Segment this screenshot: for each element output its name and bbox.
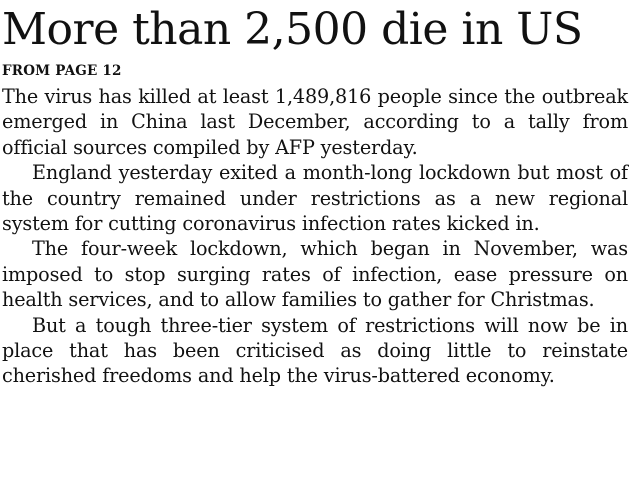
news-article xyxy=(2,0,628,389)
article-headline: More than 2,500 die in US xyxy=(2,4,583,55)
paragraph-1: The virus has killed at least 1,489,816 people since the outbreak emerged in China last December, according to a tally from official sources compiled by AFP yesterday. xyxy=(2,85,628,159)
jump-line: FROM PAGE 12 xyxy=(2,63,122,79)
paragraph-2: England yesterday exited a month-long lockdown but most of the country remained under restrictions as a new regional system for cutting coronavirus infection rates kicked in. xyxy=(2,161,628,236)
paragraph-3: The four-week lockdown, which began in November, was imposed to stop surging rates of infection, ease pressure on health services, and to allow families to gather for Christmas. xyxy=(2,237,628,312)
paragraph-4: But a tough three-tier system of restrictions will now be in place that has been criticised as doing little to reinstate cherished freedoms and help the virus-battered economy. xyxy=(2,313,628,388)
article-body xyxy=(2,84,628,389)
